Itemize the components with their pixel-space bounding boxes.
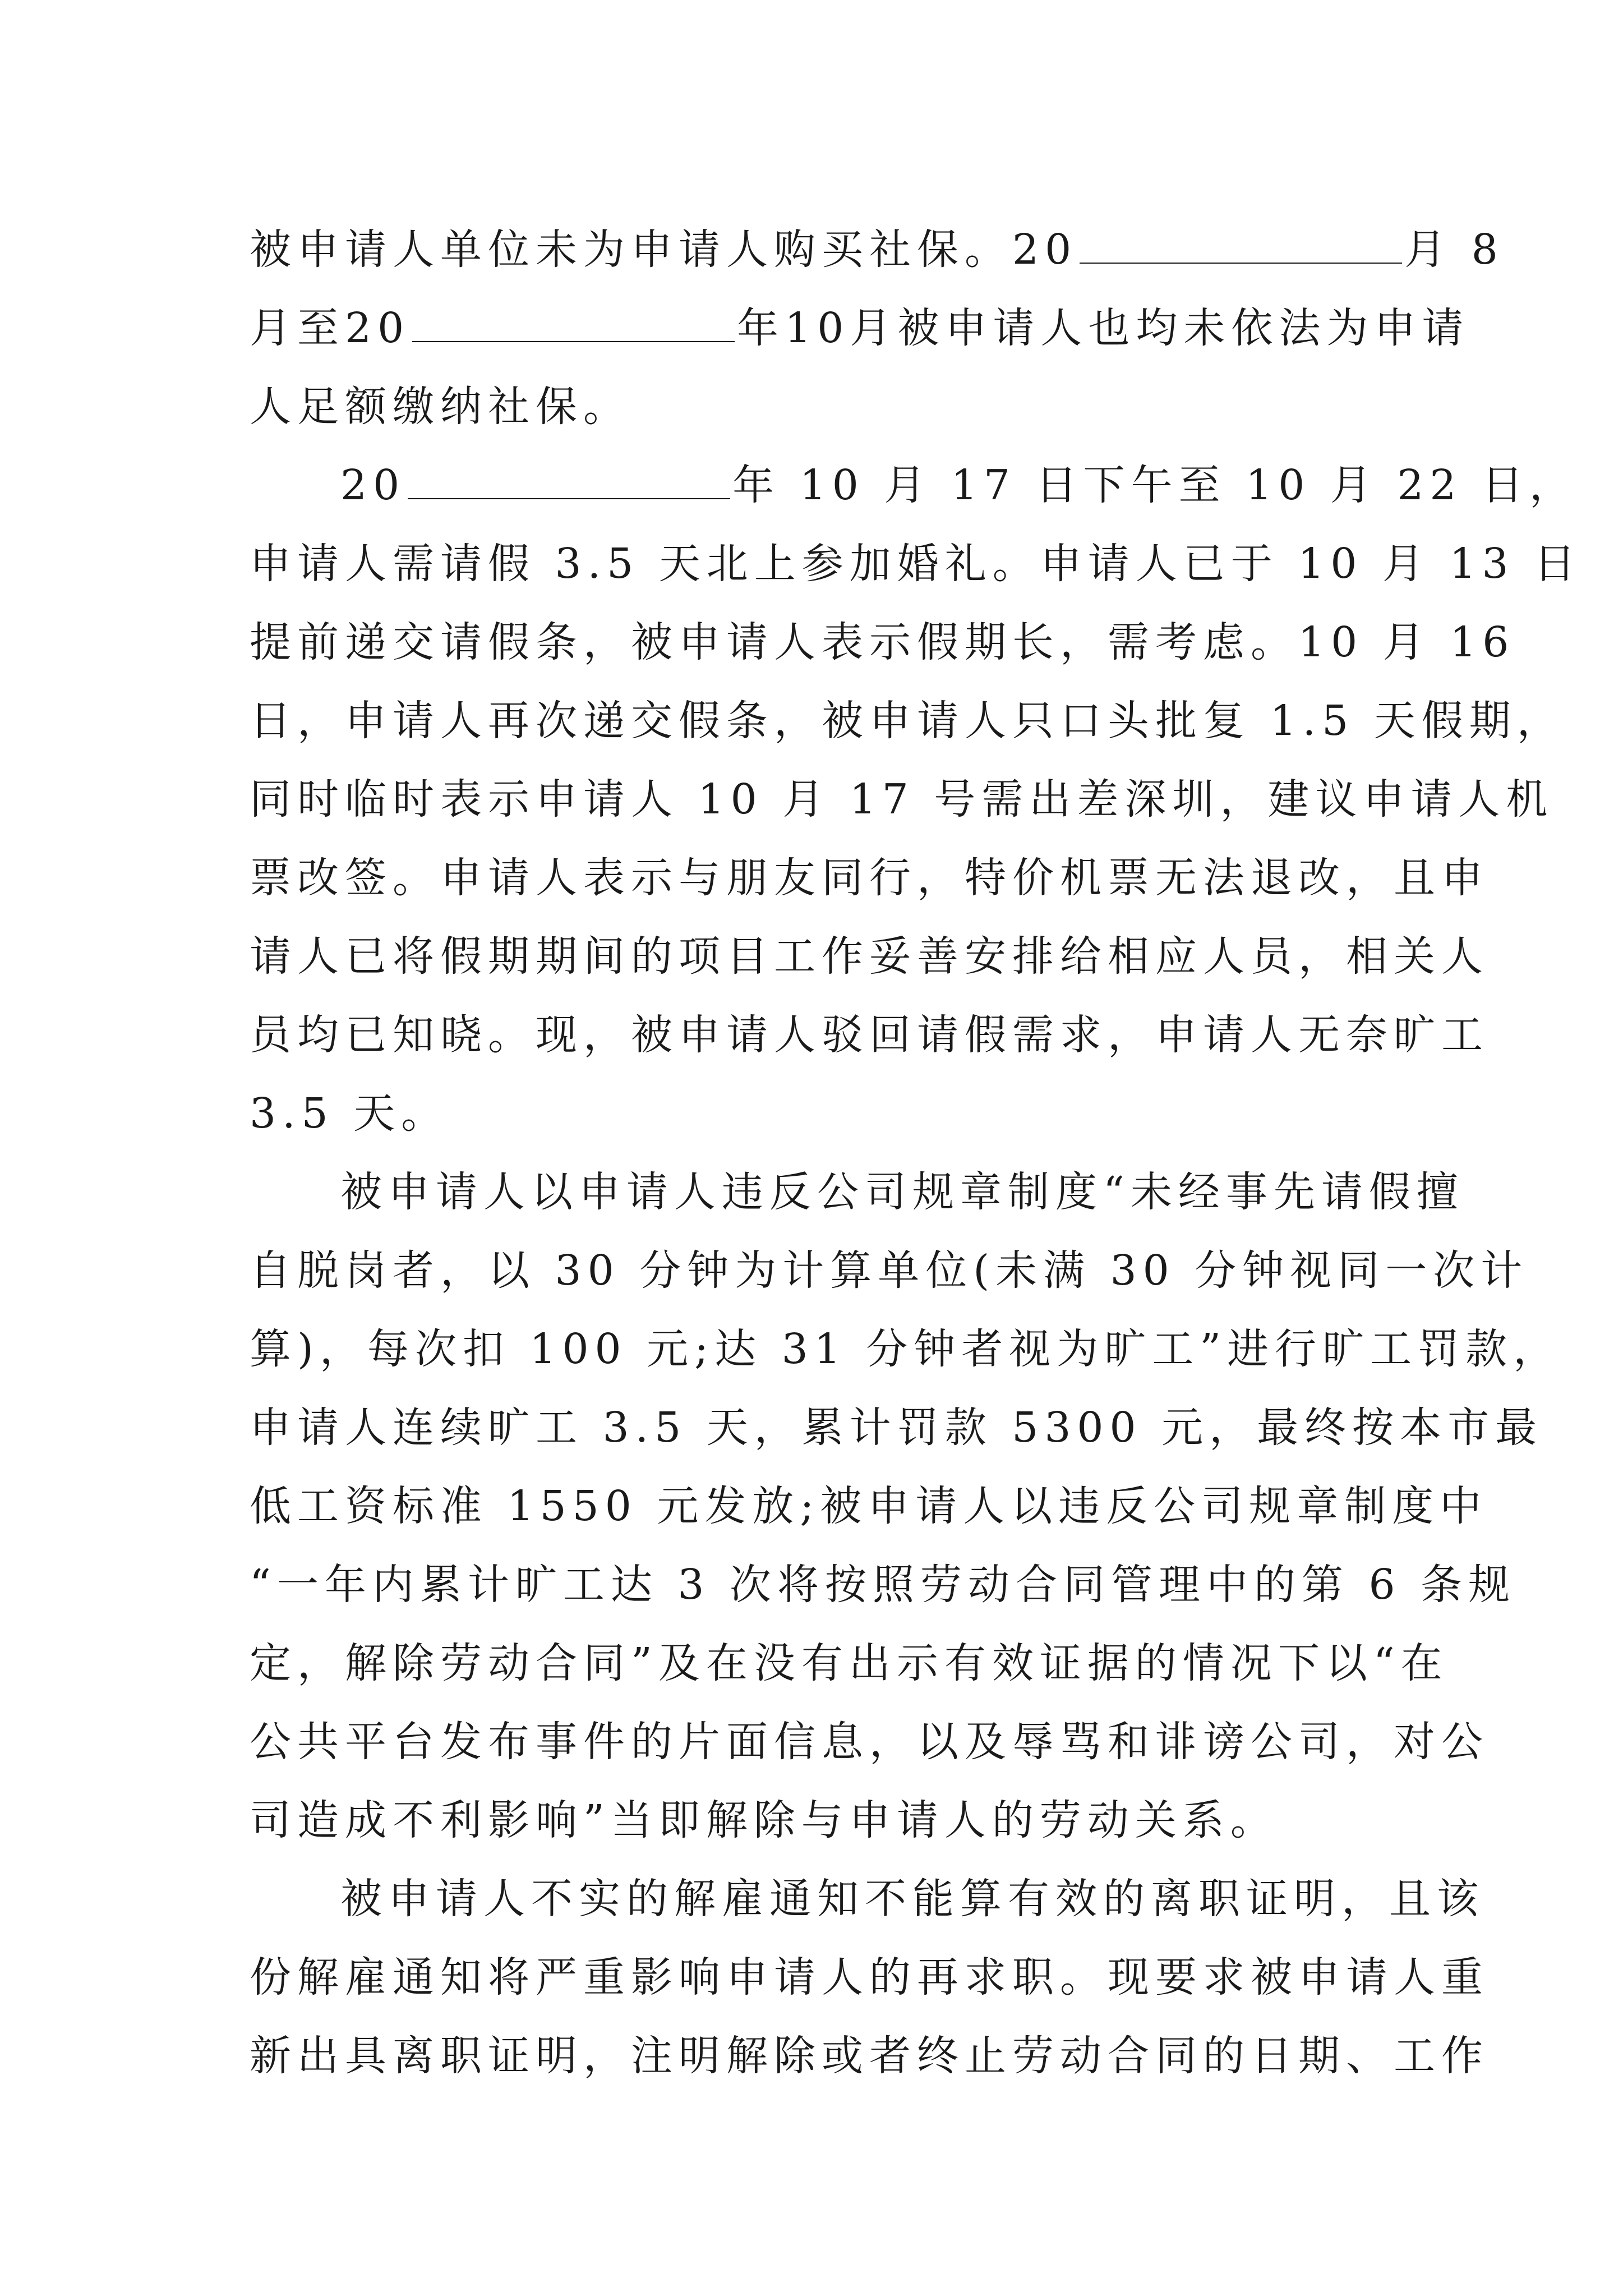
text-line: 定，解除劳动合同”及在没有出示有效证据的情况下以“在: [250, 1639, 1449, 1687]
text-line: 份解雇通知将严重影响申请人的再求职。现要求被申请人重: [250, 1953, 1489, 2001]
text-line: [250, 210, 1504, 289]
text-segment: 月 8: [1404, 226, 1504, 274]
text-line: 新出具离职证明，注明解除或者终止劳动合同的日期、工作: [250, 2032, 1489, 2080]
text-segment: 年10月被申请人也均未依法为申请: [737, 304, 1470, 352]
document-body: [250, 210, 1582, 2095]
text-line: 申请人需请假 3.5 天北上参加婚礼。申请人已于 10 月 13 日: [250, 540, 1582, 588]
text-segment: 年 10 月 17 日下午至 10 月 22 日，: [732, 461, 1577, 509]
text-line: 司造成不利影响”当即解除与申请人的劳动关系。: [250, 1796, 1278, 1844]
text-line: 同时临时表示申请人 10 月 17 号需出差深圳，建议申请人机: [250, 775, 1554, 823]
text-line: 自脱岗者，以 30 分钟为计算单位(未满 30 分钟视同一次计: [250, 1246, 1529, 1295]
fill-blank: [408, 495, 730, 499]
text-line: “一年内累计旷工达 3 次将按照劳动合同管理中的第 6 条规: [250, 1561, 1516, 1609]
text-line: 票改签。申请人表示与朋友同行，特价机票无法退改，且申: [250, 854, 1489, 902]
text-line: 被申请人以申请人违反公司规章制度“未经事先请假擅: [340, 1168, 1464, 1216]
text-line: [250, 289, 1470, 367]
text-segment: 20: [340, 461, 406, 509]
text-segment: 月至20: [250, 304, 411, 352]
text-line: 人足额缴纳社保。: [250, 383, 631, 431]
text-line: 公共平台发布事件的片面信息，以及辱骂和诽谤公司，对公: [250, 1718, 1489, 1766]
text-line: 申请人连续旷工 3.5 天，累计罚款 5300 元，最终按本市最: [250, 1404, 1543, 1452]
text-line: 提前递交请假条，被申请人表示假期长，需考虑。10 月 16: [250, 618, 1515, 666]
fill-blank: [412, 338, 735, 342]
text-segment: 被申请人单位未为申请人购买社保。20: [250, 226, 1078, 274]
text-line: 员均已知晓。现，被申请人驳回请假需求，申请人无奈旷工: [250, 1011, 1489, 1059]
paragraph-dismissal-certificate: [250, 1860, 1489, 2095]
text-line: [250, 446, 1577, 524]
paragraph-leave-request: [250, 446, 1582, 1153]
fill-blank: [1080, 259, 1402, 264]
text-line: 被申请人不实的解雇通知不能算有效的离职证明，且该: [340, 1875, 1484, 1923]
text-line: 低工资标准 1550 元发放;被申请人以违反公司规章制度中: [250, 1482, 1488, 1530]
text-line: 日，申请人再次递交假条，被申请人只口头批复 1.5 天假期，: [250, 697, 1565, 745]
text-line: 请人已将假期期间的项目工作妥善安排给相应人员，相关人: [250, 932, 1489, 981]
paragraph-social-insurance: [250, 210, 1504, 446]
paragraph-penalty: [250, 1153, 1561, 1860]
text-line: 3.5 天。: [250, 1089, 449, 1138]
text-line: 算)，每次扣 100 元;达 31 分钟者视为旷工”进行旷工罚款，: [250, 1325, 1561, 1373]
